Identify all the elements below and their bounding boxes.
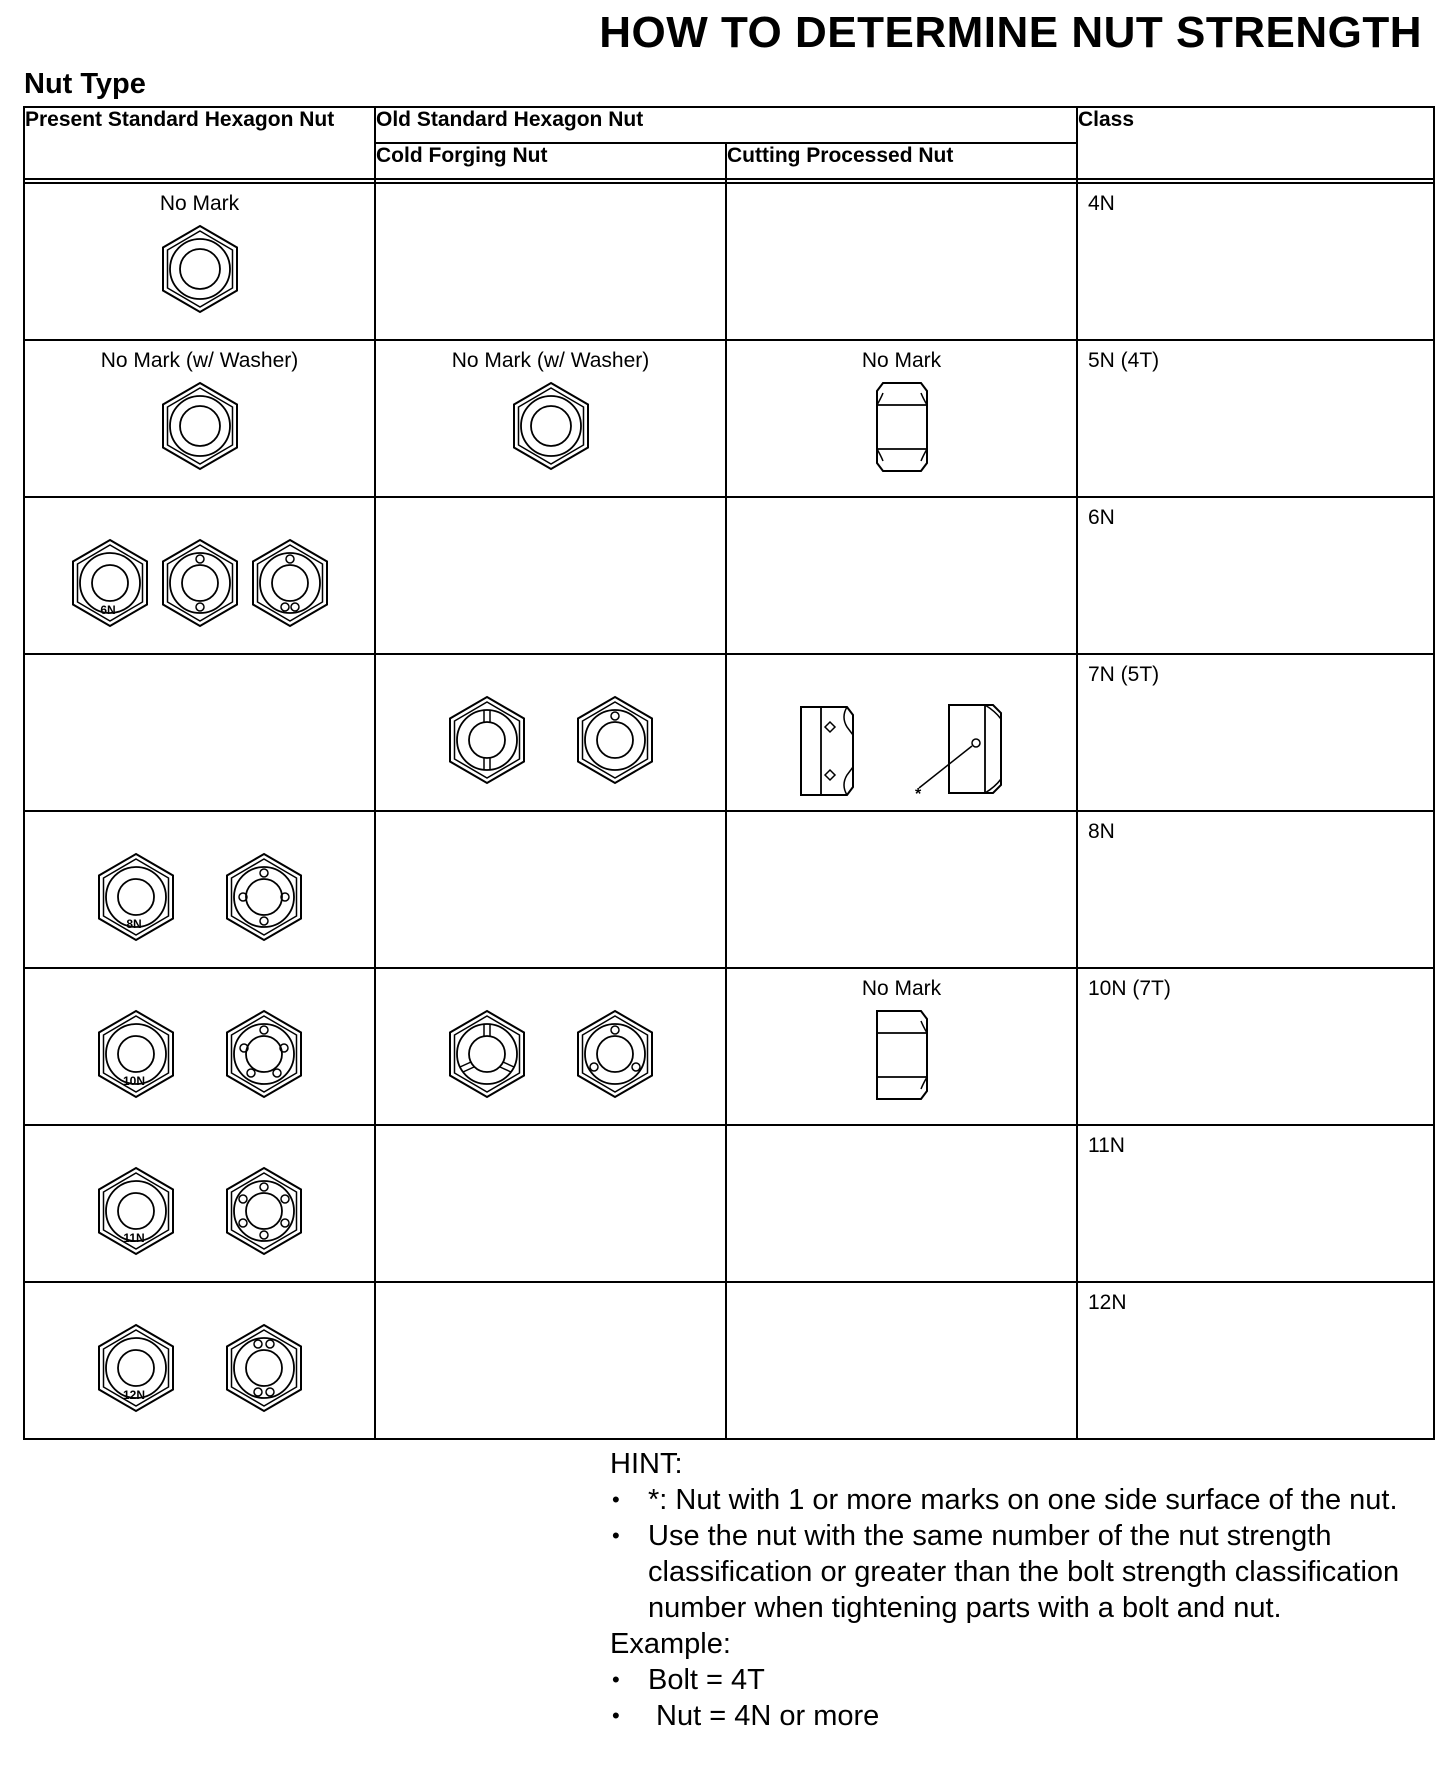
hex-nut-6n-icon [70, 538, 150, 628]
nut-mark-text: 6N [99, 603, 116, 617]
cell-cutting [726, 1282, 1077, 1439]
hex-nut-washer-icon [160, 381, 240, 471]
nut-mark-text: 10N [122, 1074, 145, 1088]
hex-nut-12n-icon [96, 1323, 176, 1413]
cell-present [24, 968, 375, 1125]
nut-label [376, 655, 725, 689]
nut-mark-text: 11N [122, 1231, 145, 1245]
hex-nut-dot-mark-icon [224, 1009, 304, 1099]
hex-nut-10n-icon [96, 1009, 176, 1099]
hex-nut-dot-mark-icon [575, 695, 655, 785]
table-row [24, 654, 1434, 811]
example-item: • Bolt = 4T [610, 1662, 1430, 1698]
nut-side-view-icon [875, 381, 929, 473]
table-row [24, 968, 1434, 1125]
nut-label [25, 812, 374, 846]
nut-side-dot-mark-icon [914, 703, 1005, 803]
table-row [24, 497, 1434, 654]
nut-label [376, 969, 725, 1003]
header-class: Class [1077, 107, 1434, 179]
class-value: 4N [1088, 192, 1115, 215]
cell-cold-forging [375, 1125, 726, 1282]
cell-cutting [726, 1125, 1077, 1282]
class-value: 6N [1088, 506, 1115, 529]
nut-side-view-icon [875, 1009, 929, 1101]
cell-class [1077, 811, 1434, 968]
hex-nut-dot-mark-icon [250, 538, 330, 628]
hex-nut-slot-mark-icon [447, 695, 527, 785]
nut-label: No Mark [861, 977, 942, 1000]
cell-present [24, 497, 375, 654]
class-value: 5N (4T) [1088, 349, 1160, 372]
table-row [24, 1125, 1434, 1282]
section-title: Nut Type [24, 68, 146, 100]
cell-cold-forging [375, 340, 726, 497]
hex-nut-plain-icon [160, 224, 240, 314]
nut-label: No Mark [861, 349, 942, 372]
cell-cutting [726, 183, 1077, 340]
cell-cutting [726, 340, 1077, 497]
hex-nut-dot-mark-icon [160, 538, 240, 628]
cell-present [24, 811, 375, 968]
table-row [24, 183, 1434, 340]
hex-nut-dot-mark-icon [575, 1009, 655, 1099]
table-row [24, 1282, 1434, 1439]
class-value: 12N [1088, 1291, 1127, 1314]
class-value: 7N (5T) [1088, 663, 1160, 686]
hex-nut-dot-mark-icon [224, 1323, 304, 1413]
cell-present [24, 654, 375, 811]
cell-class [1077, 968, 1434, 1125]
nut-side-notch-icon [799, 705, 855, 797]
cell-cutting [726, 497, 1077, 654]
cell-cold-forging [375, 811, 726, 968]
hex-nut-8n-icon [96, 852, 176, 942]
hex-nut-dot-mark-icon [224, 1166, 304, 1256]
nut-label [25, 1126, 374, 1160]
nut-label: No Mark [159, 192, 240, 215]
cell-cold-forging [375, 1282, 726, 1439]
cell-cutting [726, 811, 1077, 968]
table-row [24, 340, 1434, 497]
cell-class [1077, 497, 1434, 654]
cell-present [24, 183, 375, 340]
hex-nut-dot-mark-icon [224, 852, 304, 942]
page-title: HOW TO DETERMINE NUT STRENGTH [599, 8, 1422, 57]
class-value: 10N (7T) [1088, 977, 1171, 1000]
cell-class [1077, 1282, 1434, 1439]
nut-label [25, 498, 374, 532]
nut-label [727, 655, 1076, 689]
cell-cutting [726, 654, 1077, 811]
cell-cold-forging [375, 183, 726, 340]
example-heading: Example: [610, 1628, 731, 1660]
nut-mark-text: 12N [122, 1388, 145, 1402]
asterisk-mark-text: * [914, 786, 921, 803]
hint-heading: HINT: [610, 1448, 683, 1480]
hex-nut-washer-icon [511, 381, 591, 471]
cell-class [1077, 340, 1434, 497]
cell-class [1077, 654, 1434, 811]
cell-present [24, 340, 375, 497]
cell-cold-forging [375, 497, 726, 654]
header-old-standard: Old Standard Hexagon Nut [375, 107, 1077, 143]
header-present-standard: Present Standard Hexagon Nut [24, 107, 375, 179]
hint-item: • *: Nut with 1 or more marks on one side surface of the nut. [610, 1482, 1430, 1518]
nut-strength-table [23, 106, 1435, 1440]
cell-cold-forging [375, 968, 726, 1125]
nut-label: No Mark (w/ Washer) [451, 349, 650, 372]
hint-list [610, 1482, 1430, 1626]
hex-nut-slot-mark-icon [447, 1009, 527, 1099]
header-cold-forging: Cold Forging Nut [375, 143, 726, 179]
nut-mark-text: 8N [125, 917, 142, 931]
table-row [24, 811, 1434, 968]
hint-section [610, 1446, 1430, 1734]
example-item: • Nut = 4N or more [610, 1698, 1430, 1734]
nut-label [25, 1283, 374, 1317]
class-value: 11N [1088, 1134, 1125, 1157]
nut-label: No Mark (w/ Washer) [100, 349, 299, 372]
cell-cutting [726, 968, 1077, 1125]
cell-present [24, 1125, 375, 1282]
cell-present [24, 1282, 375, 1439]
header-cutting-processed: Cutting Processed Nut [726, 143, 1077, 179]
example-list [610, 1662, 1430, 1734]
cell-class [1077, 183, 1434, 340]
class-value: 8N [1088, 820, 1115, 843]
hint-item: • Use the nut with the same number of the nut strength classification or greater than the bolt strength classification number when tightening parts with a bolt and nut. [610, 1518, 1430, 1626]
nut-label [25, 969, 374, 1003]
hex-nut-11n-icon [96, 1166, 176, 1256]
cell-cold-forging [375, 654, 726, 811]
cell-class [1077, 1125, 1434, 1282]
